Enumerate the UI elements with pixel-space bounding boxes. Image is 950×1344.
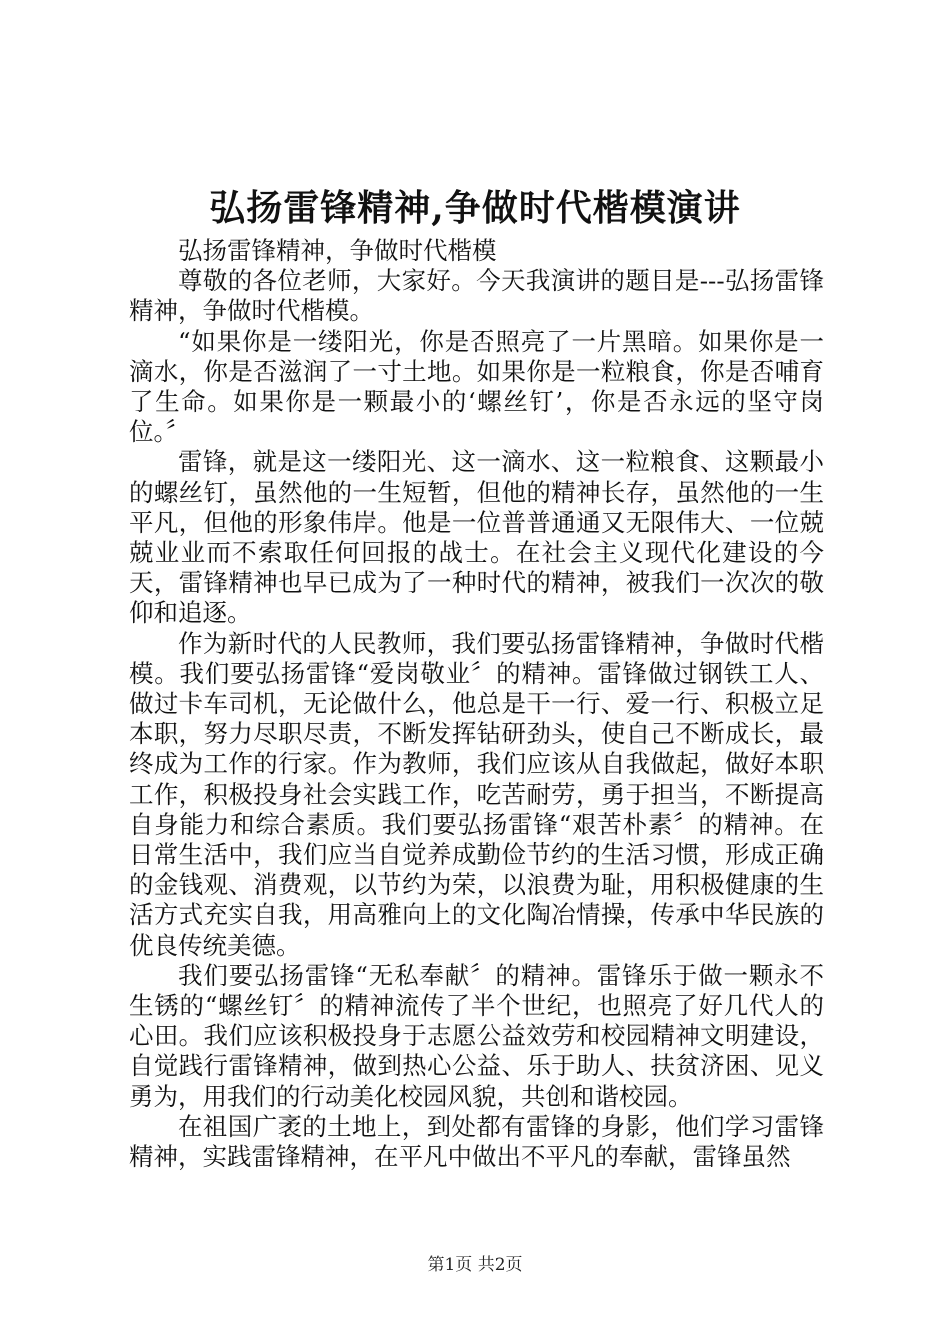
paragraph-motherland: 在祖国广袤的土地上，到处都有雷锋的身影，他们学习雷锋精神，实践雷锋精神，在平凡中做出不平凡的奉献，雷锋虽然 bbox=[129, 1111, 824, 1172]
paragraph-leifeng: 雷锋，就是这一缕阳光、这一滴水、这一粒粮食、这颗最小的螺丝钉，虽然他的一生短暂，但他的精神长存，虽然他的一生平凡，但他的形象伟岸。他是一位普普通通又无限伟大、一位兢兢业业而不索取任何回报的战士。在社会主义现代化建设的今天，雷锋精神也早已成为了一种时代的精神，被我们一次次的敬仰和追逐。 bbox=[129, 447, 824, 628]
document-body bbox=[129, 236, 824, 1172]
paragraph-greeting: 尊敬的各位老师，大家好。今天我演讲的题目是---弘扬雷锋精神，争做时代楷模。 bbox=[129, 266, 824, 326]
paragraph-subtitle: 弘扬雷锋精神，争做时代楷模 bbox=[178, 236, 497, 265]
page-footer: 第1页 共2页 bbox=[427, 1255, 523, 1275]
paragraph-dedication: 我们要弘扬雷锋“无私奉献〞的精神。雷锋乐于做一颗永不生锈的“螺丝钉〞的精神流传了半个世纪，也照亮了好几代人的心田。我们应该积极投身于志愿公益效劳和校园精神文明建设，自觉践行雷锋精神，做到热心公益、乐于助人、扶贫济困、见义勇为，用我们的行动美化校园风貌，共创和谐校园。 bbox=[129, 960, 824, 1111]
paragraph-quote: “如果你是一缕阳光，你是否照亮了一片黑暗。如果你是一滴水，你是否滋润了一寸土地。如果你是一粒粮食，你是否哺育了生命。如果你是一颗最小的‘螺丝钉’，你是否永远的坚守岗位。〞 bbox=[129, 326, 824, 447]
document-title: 弘扬雷锋精神,争做时代楷模演讲 bbox=[209, 187, 741, 229]
paragraph-teacher: 作为新时代的人民教师，我们要弘扬雷锋精神，争做时代楷模。我们要弘扬雷锋“爱岗敬业〞的精神。雷锋做过钢铁工人、做过卡车司机，无论做什么，他总是干一行、爱一行、积极立足本职，努力尽职尽责，不断发挥钻研劲头，使自己不断成长，最终成为工作的行家。作为教师，我们应该从自我做起，做好本职工作，积极投身社会实践工作，吃苦耐劳，勇于担当，不断提高自身能力和综合素质。我们要弘扬雷锋“艰苦朴素〞的精神。在日常生活中，我们应当自觉养成勤俭节约的生活习惯，形成正确的金钱观、消费观，以节约为荣，以浪费为耻，用积极健康的生活方式充实自我，用高雅向上的文化陶冶情操，传承中华民族的优良传统美德。 bbox=[129, 628, 824, 960]
